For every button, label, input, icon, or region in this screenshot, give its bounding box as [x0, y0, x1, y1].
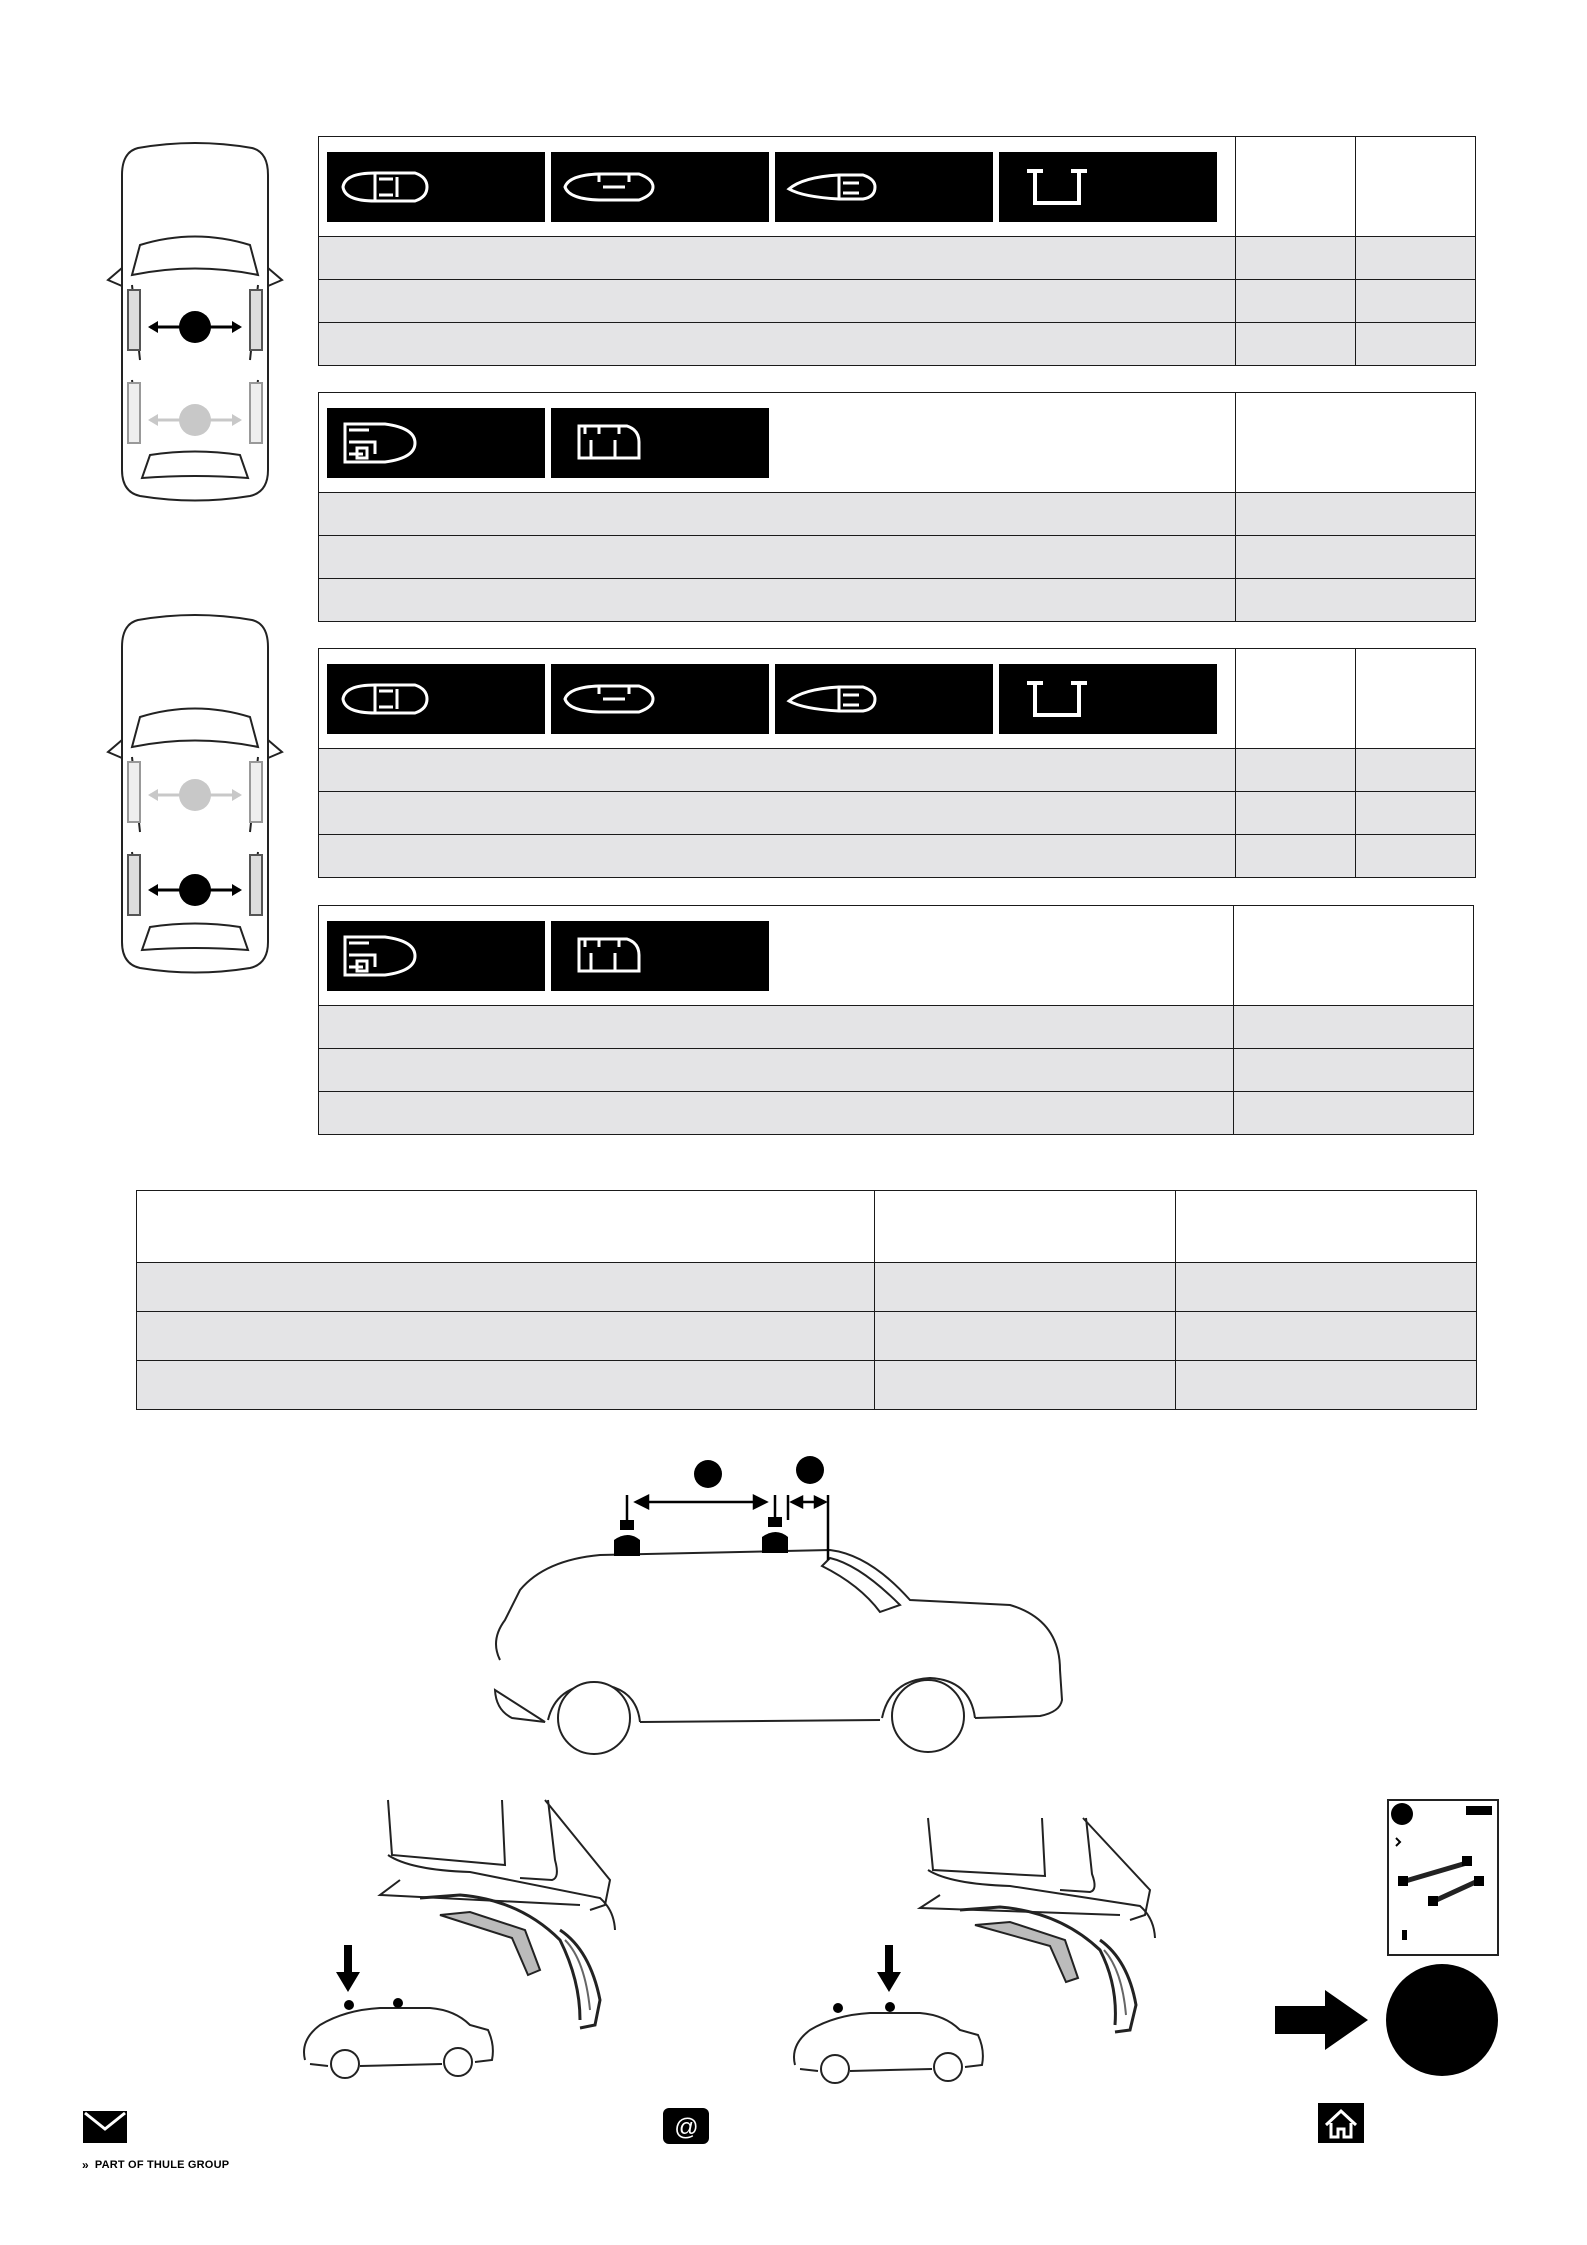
table-row	[319, 792, 1476, 835]
squarebar-profile-icon	[999, 664, 1217, 734]
fit-table-front-edge	[318, 392, 1476, 622]
brand-note-text: PART OF THULE GROUP	[94, 2159, 230, 2171]
at-sign-icon[interactable]	[663, 2108, 709, 2144]
edge-low-profile-icon	[327, 921, 545, 991]
column-header-a	[1234, 906, 1474, 1006]
slidebar-profile-icon	[775, 664, 993, 734]
slidebar-profile-icon	[775, 152, 993, 222]
table-row	[137, 1312, 1477, 1361]
envelope-icon[interactable]	[82, 2110, 128, 2144]
profile-header	[319, 393, 1236, 493]
table-row	[137, 1263, 1477, 1312]
table-row	[319, 536, 1476, 579]
column-header-b	[1356, 137, 1476, 237]
summary-header-cell	[875, 1191, 1176, 1263]
table-row	[319, 749, 1476, 792]
profile-header	[319, 137, 1236, 237]
wingbar-edge-profile-icon	[551, 664, 769, 734]
fit-table-front-wingbar	[318, 136, 1476, 366]
table-row	[319, 1092, 1474, 1135]
wingbar-edge-profile-icon	[551, 152, 769, 222]
table-row	[319, 579, 1476, 622]
summary-header-cell	[1176, 1191, 1477, 1263]
brand-note	[82, 2158, 229, 2172]
svg-text:@: @	[673, 2114, 699, 2141]
table-row	[319, 1006, 1474, 1049]
table-row	[319, 323, 1476, 366]
home-icon[interactable]	[1318, 2103, 1364, 2143]
profile-header	[319, 906, 1234, 1006]
wingbar-evo-profile-icon	[327, 152, 545, 222]
summary-table	[136, 1190, 1477, 1410]
table-row	[319, 835, 1476, 878]
table-row	[319, 493, 1476, 536]
squarebar-profile-icon	[999, 152, 1217, 222]
double-chevron-icon: »	[82, 2158, 89, 2172]
table-row	[319, 280, 1476, 323]
wingbar-evo-profile-icon	[327, 664, 545, 734]
fit-table-rear-wingbar	[318, 648, 1476, 878]
table-row	[319, 1049, 1474, 1092]
edge-low-profile-icon	[327, 408, 545, 478]
column-header-a	[1236, 393, 1476, 493]
profile-header	[319, 649, 1236, 749]
table-row	[319, 237, 1476, 280]
column-header-b	[1356, 649, 1476, 749]
column-header-a	[1236, 137, 1356, 237]
table-row	[137, 1361, 1477, 1410]
edge-high-profile-icon	[551, 921, 769, 991]
edge-high-profile-icon	[551, 408, 769, 478]
column-header-a	[1236, 649, 1356, 749]
fit-table-rear-edge	[318, 905, 1474, 1135]
summary-header-cell	[137, 1191, 875, 1263]
